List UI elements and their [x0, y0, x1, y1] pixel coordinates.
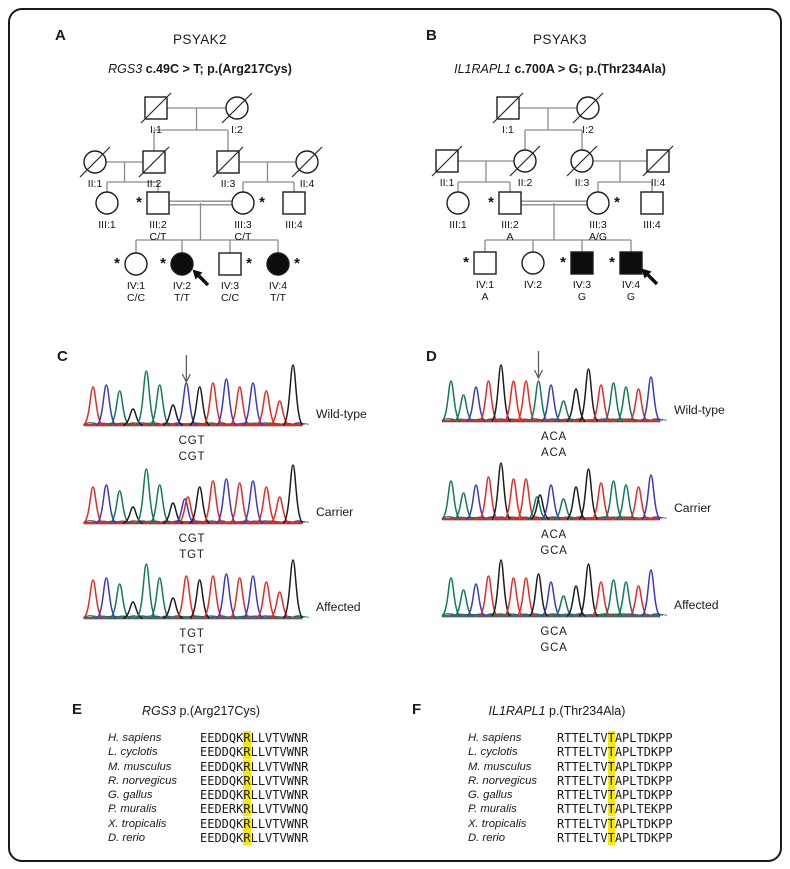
pedigree-symbol-male — [641, 192, 663, 214]
species-name: M. musculus — [108, 760, 172, 773]
member-id-label: II:1 — [439, 177, 455, 189]
trace-status-label: Wild-type — [674, 403, 725, 417]
codon-label: TGT — [179, 628, 205, 640]
panel-e-title — [101, 704, 301, 718]
alignment-row — [468, 774, 673, 788]
sequence-prefix: RTTELTV — [557, 831, 608, 846]
codon-label: TGT — [179, 644, 205, 656]
highlighted-residue: T — [607, 759, 615, 774]
member-id-label: II:2 — [146, 178, 162, 190]
tested-asterisk: * — [294, 255, 300, 272]
peak-t — [270, 592, 290, 618]
alignment-row — [108, 745, 308, 759]
peak-t — [270, 497, 290, 523]
peak-c — [542, 582, 561, 616]
highlighted-residue: R — [243, 773, 251, 788]
gene-name-b: IL1RAPL1 — [454, 62, 512, 76]
sequence-prefix: EEDDQK — [200, 773, 244, 788]
alignment-row — [108, 817, 308, 831]
genotype-label: C/C — [220, 292, 240, 304]
alignment-row — [108, 731, 308, 745]
highlighted-residue: T — [607, 816, 615, 831]
genotype-label: G — [577, 291, 587, 303]
panel-d-label: D — [426, 348, 437, 365]
alignment-row — [108, 831, 308, 845]
codon-label: CGT — [178, 451, 206, 463]
sequence-prefix: EEDDQK — [200, 759, 244, 774]
species-name: R. norvegicus — [468, 774, 538, 787]
codon-label: GCA — [540, 626, 568, 638]
sequence-prefix: RTTELTV — [557, 759, 608, 774]
pedigree-a — [40, 90, 400, 325]
member-id-label: III:3 — [234, 219, 252, 231]
member-id-label: IV:2 — [523, 279, 543, 291]
sequence-suffix: APLTDKPP — [614, 731, 673, 745]
member-id-label: IV:1 — [126, 280, 146, 292]
highlighted-residue: T — [607, 788, 615, 803]
peak-a — [137, 469, 157, 523]
tested-asterisk: * — [136, 194, 142, 211]
sequence-suffix: APLTDKPP — [614, 816, 673, 831]
genotype-label: C/T — [234, 231, 252, 243]
codon-label: ACA — [540, 447, 568, 459]
species-name: R. norvegicus — [108, 774, 178, 787]
sequence-suffix: LLVTVWNQ — [250, 802, 309, 817]
variant-notation-a: c.49C > T; p.(Arg217Cys) — [142, 62, 292, 76]
alignment-f — [468, 731, 673, 845]
peak-a — [110, 391, 130, 425]
sequence-prefix: EEDDQK — [200, 745, 244, 760]
alignment-row — [468, 731, 673, 745]
species-name: D. rerio — [468, 832, 506, 845]
peak-g — [163, 503, 183, 523]
sequence-suffix: APLTDKPP — [614, 773, 673, 788]
tested-asterisk: * — [114, 255, 120, 272]
sequence-suffix: APLTEKPP — [614, 802, 673, 817]
peak-a — [110, 491, 130, 523]
pedigree-symbol-male — [474, 252, 496, 274]
codon-label: CGT — [178, 435, 206, 447]
species-name: H. sapiens — [108, 732, 162, 744]
protein-sequence — [557, 831, 673, 845]
genotype-label: C/T — [149, 231, 167, 243]
peak-c — [542, 385, 561, 421]
sequence-prefix: RTTELTV — [557, 745, 608, 760]
sequence-suffix: LLVTVWNR — [250, 788, 309, 803]
panel-a-label: A — [55, 27, 66, 44]
member-id-label: III:1 — [98, 219, 116, 231]
genotype-label: A — [506, 231, 514, 243]
member-id-label: IV:4 — [621, 279, 641, 291]
codon-label: ACA — [540, 529, 568, 541]
genotype-label: C/C — [126, 292, 146, 304]
member-id-label: IV:3 — [572, 279, 592, 291]
member-id-label: III:4 — [643, 219, 661, 231]
sequence-suffix: LLVTVWNR — [250, 731, 309, 745]
pedigree-symbol-female — [232, 192, 254, 214]
member-id-label: IV:3 — [220, 280, 240, 292]
sequence-suffix: APLTDKPP — [614, 831, 673, 846]
highlighted-residue: T — [607, 773, 615, 788]
genotype-label: T/T — [270, 292, 286, 304]
member-id-label: I:2 — [582, 124, 594, 136]
species-name: G. gallus — [468, 789, 513, 802]
protein-change-f: p.(Thr234Ala) — [545, 704, 626, 718]
member-id-label: II:4 — [299, 178, 315, 190]
species-name: D. rerio — [108, 832, 146, 845]
sequence-suffix: LLVTVWNR — [250, 816, 309, 831]
alignment-row — [468, 817, 673, 831]
alignment-row — [108, 774, 308, 788]
panel-b-variant — [410, 62, 710, 76]
trace-status-label: Carrier — [316, 505, 354, 519]
trace-status-label: Wild-type — [316, 407, 367, 421]
highlighted-residue: R — [243, 816, 251, 831]
peak-g — [283, 560, 303, 618]
codon-label: CGT — [178, 533, 206, 545]
sequence-prefix: EEDDQK — [200, 831, 244, 846]
sequence-prefix: RTTELTV — [557, 816, 608, 831]
protein-sequence — [200, 760, 308, 774]
trace-status-label: Affected — [674, 598, 719, 612]
pedigree-symbol-female — [522, 252, 544, 274]
protein-sequence — [200, 731, 308, 745]
alignment-row — [108, 760, 308, 774]
chromatogram-d-affected — [442, 543, 752, 658]
codon-label: GCA — [540, 545, 568, 557]
tested-asterisk: * — [560, 254, 566, 271]
member-id-label: III:3 — [589, 219, 607, 231]
peak-t — [257, 391, 277, 425]
sequence-suffix: LLVTVWNR — [250, 773, 309, 788]
gene-name-e: RGS3 — [141, 704, 176, 718]
highlighted-residue: T — [607, 745, 615, 760]
alignment-row — [108, 788, 308, 802]
sequence-prefix: RTTELTV — [557, 773, 608, 788]
member-id-label: II:4 — [650, 177, 666, 189]
peak-g — [283, 465, 303, 523]
pedigree-symbol-male — [219, 253, 241, 275]
codon-label: TGT — [179, 549, 205, 561]
pedigree-symbol-female — [125, 253, 147, 275]
alignment-row — [468, 831, 673, 845]
sequence-prefix: EEDDQK — [200, 788, 244, 803]
panel-a-variant — [60, 62, 340, 76]
sequence-prefix: RTTELTV — [557, 731, 608, 745]
species-name: L. cyclotis — [468, 746, 518, 759]
trace-status-label: Carrier — [674, 501, 712, 515]
protein-sequence — [200, 802, 308, 816]
member-id-label: I:2 — [231, 124, 243, 136]
member-id-label: IV:2 — [172, 280, 192, 292]
gene-name-a: RGS3 — [108, 62, 143, 76]
protein-sequence — [557, 745, 673, 759]
species-name: G. gallus — [108, 789, 153, 802]
highlighted-residue: R — [243, 745, 251, 760]
tested-asterisk: * — [488, 194, 494, 211]
protein-sequence — [200, 745, 308, 759]
peak-g — [163, 405, 183, 425]
genotype-label: A — [481, 291, 489, 303]
species-name: M. musculus — [468, 760, 532, 773]
peak-c — [642, 570, 661, 616]
sequence-suffix: LLVTVWNR — [250, 745, 309, 760]
protein-sequence — [557, 788, 673, 802]
proband-arrow-shaft — [648, 275, 657, 284]
sequence-prefix: EEDERK — [200, 802, 244, 817]
sequence-suffix: APLTDKPP — [614, 745, 673, 760]
highlighted-residue: T — [607, 731, 615, 745]
member-id-label: I:1 — [502, 124, 514, 136]
species-name: P. muralis — [108, 803, 157, 816]
panel-a-title: PSYAK2 — [173, 32, 227, 47]
protein-sequence — [200, 817, 308, 831]
pedigree-b — [400, 90, 760, 325]
gene-name-f: IL1RAPL1 — [488, 704, 546, 718]
sequence-prefix: EEDDQK — [200, 731, 244, 745]
protein-sequence — [200, 774, 308, 788]
sequence-prefix: RTTELTV — [557, 802, 608, 817]
sequence-suffix: APLTDKPP — [614, 788, 673, 803]
alignment-row — [468, 802, 673, 816]
peak-c — [642, 475, 661, 519]
codon-label: GCA — [540, 642, 568, 654]
sequence-suffix: LLVTVWNR — [250, 759, 309, 774]
species-name: P. muralis — [468, 803, 517, 816]
pedigree-symbol-male — [283, 192, 305, 214]
member-id-label: II:3 — [574, 177, 590, 189]
tested-asterisk: * — [259, 194, 265, 211]
pedigree-symbol-female — [267, 253, 289, 275]
protein-sequence — [557, 802, 673, 816]
peak-g — [163, 598, 183, 618]
pedigree-symbol-female — [587, 192, 609, 214]
sequence-prefix: EEDDQK — [200, 816, 244, 831]
peak-a — [150, 385, 170, 425]
highlighted-residue: R — [243, 802, 251, 817]
protein-change-e: p.(Arg217Cys) — [175, 704, 261, 718]
peak-c — [542, 485, 561, 519]
panel-b-title: PSYAK3 — [533, 32, 587, 47]
member-id-label: IV:1 — [475, 279, 495, 291]
pedigree-symbol-male — [620, 252, 642, 274]
genotype-label: A/G — [588, 231, 608, 243]
tested-asterisk: * — [609, 254, 615, 271]
highlighted-residue: R — [243, 788, 251, 803]
species-name: X. tropicalis — [108, 817, 167, 830]
protein-sequence — [557, 774, 673, 788]
protein-sequence — [200, 788, 308, 802]
highlighted-residue: T — [607, 802, 615, 817]
tested-asterisk: * — [463, 254, 469, 271]
peak-g — [283, 365, 303, 425]
protein-sequence — [200, 831, 308, 845]
peak-a — [110, 584, 130, 618]
protein-sequence — [557, 760, 673, 774]
alignment-row — [468, 760, 673, 774]
pedigree-symbol-male — [571, 252, 593, 274]
peak-g — [579, 564, 598, 616]
alignment-row — [468, 745, 673, 759]
pedigree-symbol-female — [447, 192, 469, 214]
species-name: L. cyclotis — [108, 746, 158, 759]
member-id-label: III:2 — [149, 219, 167, 231]
member-id-label: II:2 — [517, 177, 533, 189]
highlighted-residue: R — [243, 731, 251, 745]
sequence-suffix: LLVTVWNR — [250, 831, 309, 846]
codon-label: ACA — [540, 431, 568, 443]
peak-a — [442, 381, 461, 421]
protein-sequence — [557, 731, 673, 745]
peak-a — [150, 578, 170, 618]
tested-asterisk: * — [246, 255, 252, 272]
proband-arrow-shaft — [199, 276, 208, 285]
genotype-label: G — [626, 291, 636, 303]
alignment-row — [468, 788, 673, 802]
pedigree-symbol-female — [171, 253, 193, 275]
alignment-row — [108, 802, 308, 816]
panel-f-label: F — [412, 701, 422, 718]
tested-asterisk: * — [160, 255, 166, 272]
member-id-label: III:1 — [449, 219, 467, 231]
peak-c — [642, 377, 661, 421]
highlighted-residue: R — [243, 831, 251, 846]
sequence-prefix: RTTELTV — [557, 788, 608, 803]
species-name: H. sapiens — [468, 732, 522, 744]
variant-notation-b: c.700A > G; p.(Thr234Ala) — [511, 62, 666, 76]
member-id-label: II:3 — [220, 178, 236, 190]
panel-e-label: E — [72, 701, 83, 718]
trace-status-label: Affected — [316, 600, 361, 614]
pedigree-symbol-male — [147, 192, 169, 214]
highlighted-residue: R — [243, 759, 251, 774]
panel-f-title — [457, 704, 657, 718]
pedigree-symbol-female — [96, 192, 118, 214]
member-id-label: III:4 — [285, 219, 303, 231]
protein-sequence — [557, 817, 673, 831]
member-id-label: III:2 — [501, 219, 519, 231]
sequence-suffix: APLTDKPP — [614, 759, 673, 774]
pedigree-symbol-male — [499, 192, 521, 214]
panel-b-label: B — [426, 27, 437, 44]
member-id-label: II:1 — [87, 178, 103, 190]
highlighted-residue: T — [607, 831, 615, 846]
species-name: X. tropicalis — [468, 817, 527, 830]
chromatogram-c-affected — [84, 545, 394, 660]
peak-a — [150, 485, 170, 523]
member-id-label: I:1 — [150, 124, 162, 136]
alignment-e — [108, 731, 308, 845]
genotype-label: T/T — [174, 292, 190, 304]
panel-c-label: C — [57, 348, 68, 365]
member-id-label: IV:4 — [268, 280, 288, 292]
tested-asterisk: * — [614, 194, 620, 211]
